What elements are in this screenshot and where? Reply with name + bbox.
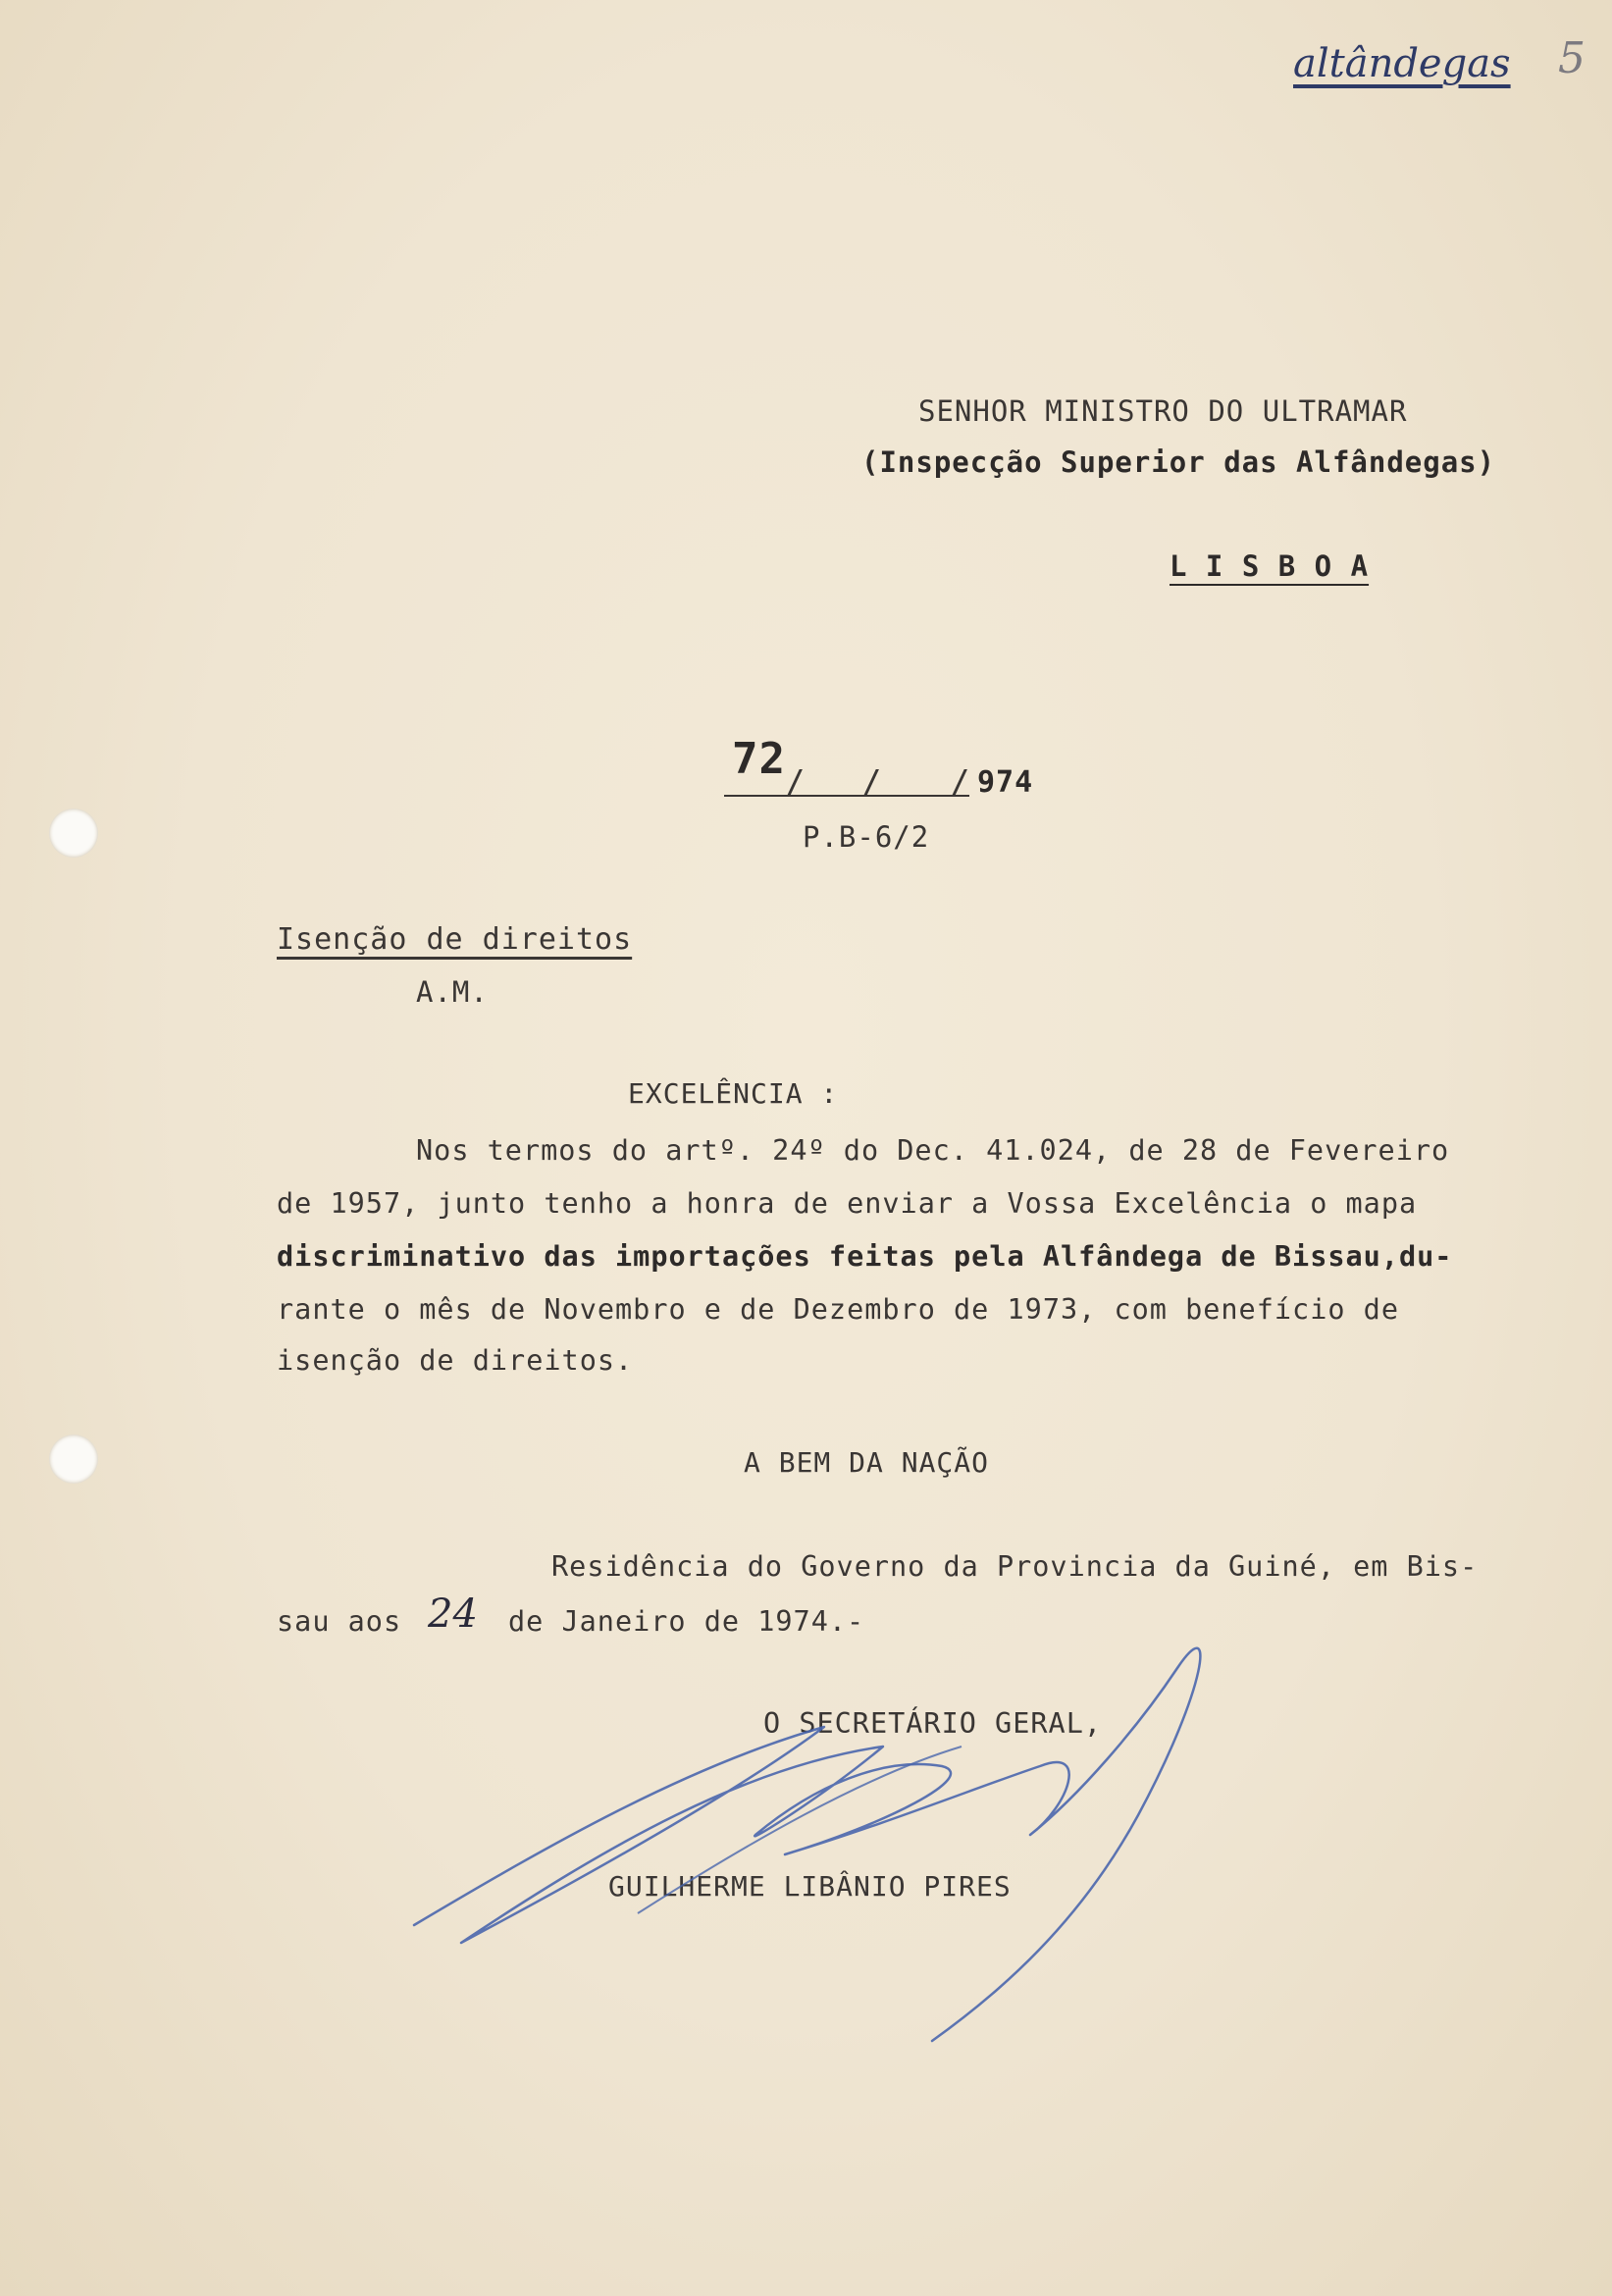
reference-year: 974 (977, 765, 1034, 800)
signatory-name: GUILHERME LIBÂNIO PIRES (608, 1870, 1012, 1903)
subject-title: Isenção de direitos (277, 922, 633, 957)
body-line: Nos termos do artº. 24º do Dec. 41.024, de 28 de Fevereiro (416, 1134, 1450, 1167)
reference-slash-1: / (785, 763, 806, 803)
body-line: discriminativo das importações feitas pela Alfândega de Bissau,du- (277, 1240, 1453, 1273)
body-line: isenção de direitos. (277, 1344, 634, 1377)
closing-line-1: Residência do Governo da Provincia da Guiné, em Bis- (551, 1550, 1479, 1583)
handwritten-mark: 5 (1558, 33, 1586, 83)
reference-slash-3: / (950, 763, 971, 803)
addressee-city: L I S B O A (1170, 549, 1370, 583)
reference-number: 72 (732, 734, 786, 784)
motto: A BEM DA NAÇÃO (744, 1446, 990, 1479)
addressee-line-1: SENHOR MINISTRO DO ULTRAMAR (918, 394, 1408, 428)
addressee-line-2: (Inspecção Superior das Alfândegas) (861, 445, 1496, 479)
handwritten-day: 24 (428, 1592, 478, 1637)
subject-abbr: A.M. (416, 975, 489, 1009)
salutation: EXCELÊNCIA : (628, 1077, 839, 1110)
body-line: rante o mês de Novembro e de Dezembro de 1973, com benefício de (277, 1293, 1399, 1326)
reference-code: P.B-6/2 (803, 820, 930, 854)
closing-line-2-prefix: sau aos (277, 1605, 402, 1638)
body-line: de 1957, junto tenho a honra de enviar a Vossa Excelência o mapa (277, 1187, 1418, 1220)
reference-slash-2: / (861, 763, 883, 803)
signatory-title: O SECRETÁRIO GERAL, (763, 1707, 1103, 1740)
closing-line-2-suffix: de Janeiro de 1974.- (508, 1605, 865, 1638)
handwritten-annotation: altândegas (1293, 41, 1511, 86)
